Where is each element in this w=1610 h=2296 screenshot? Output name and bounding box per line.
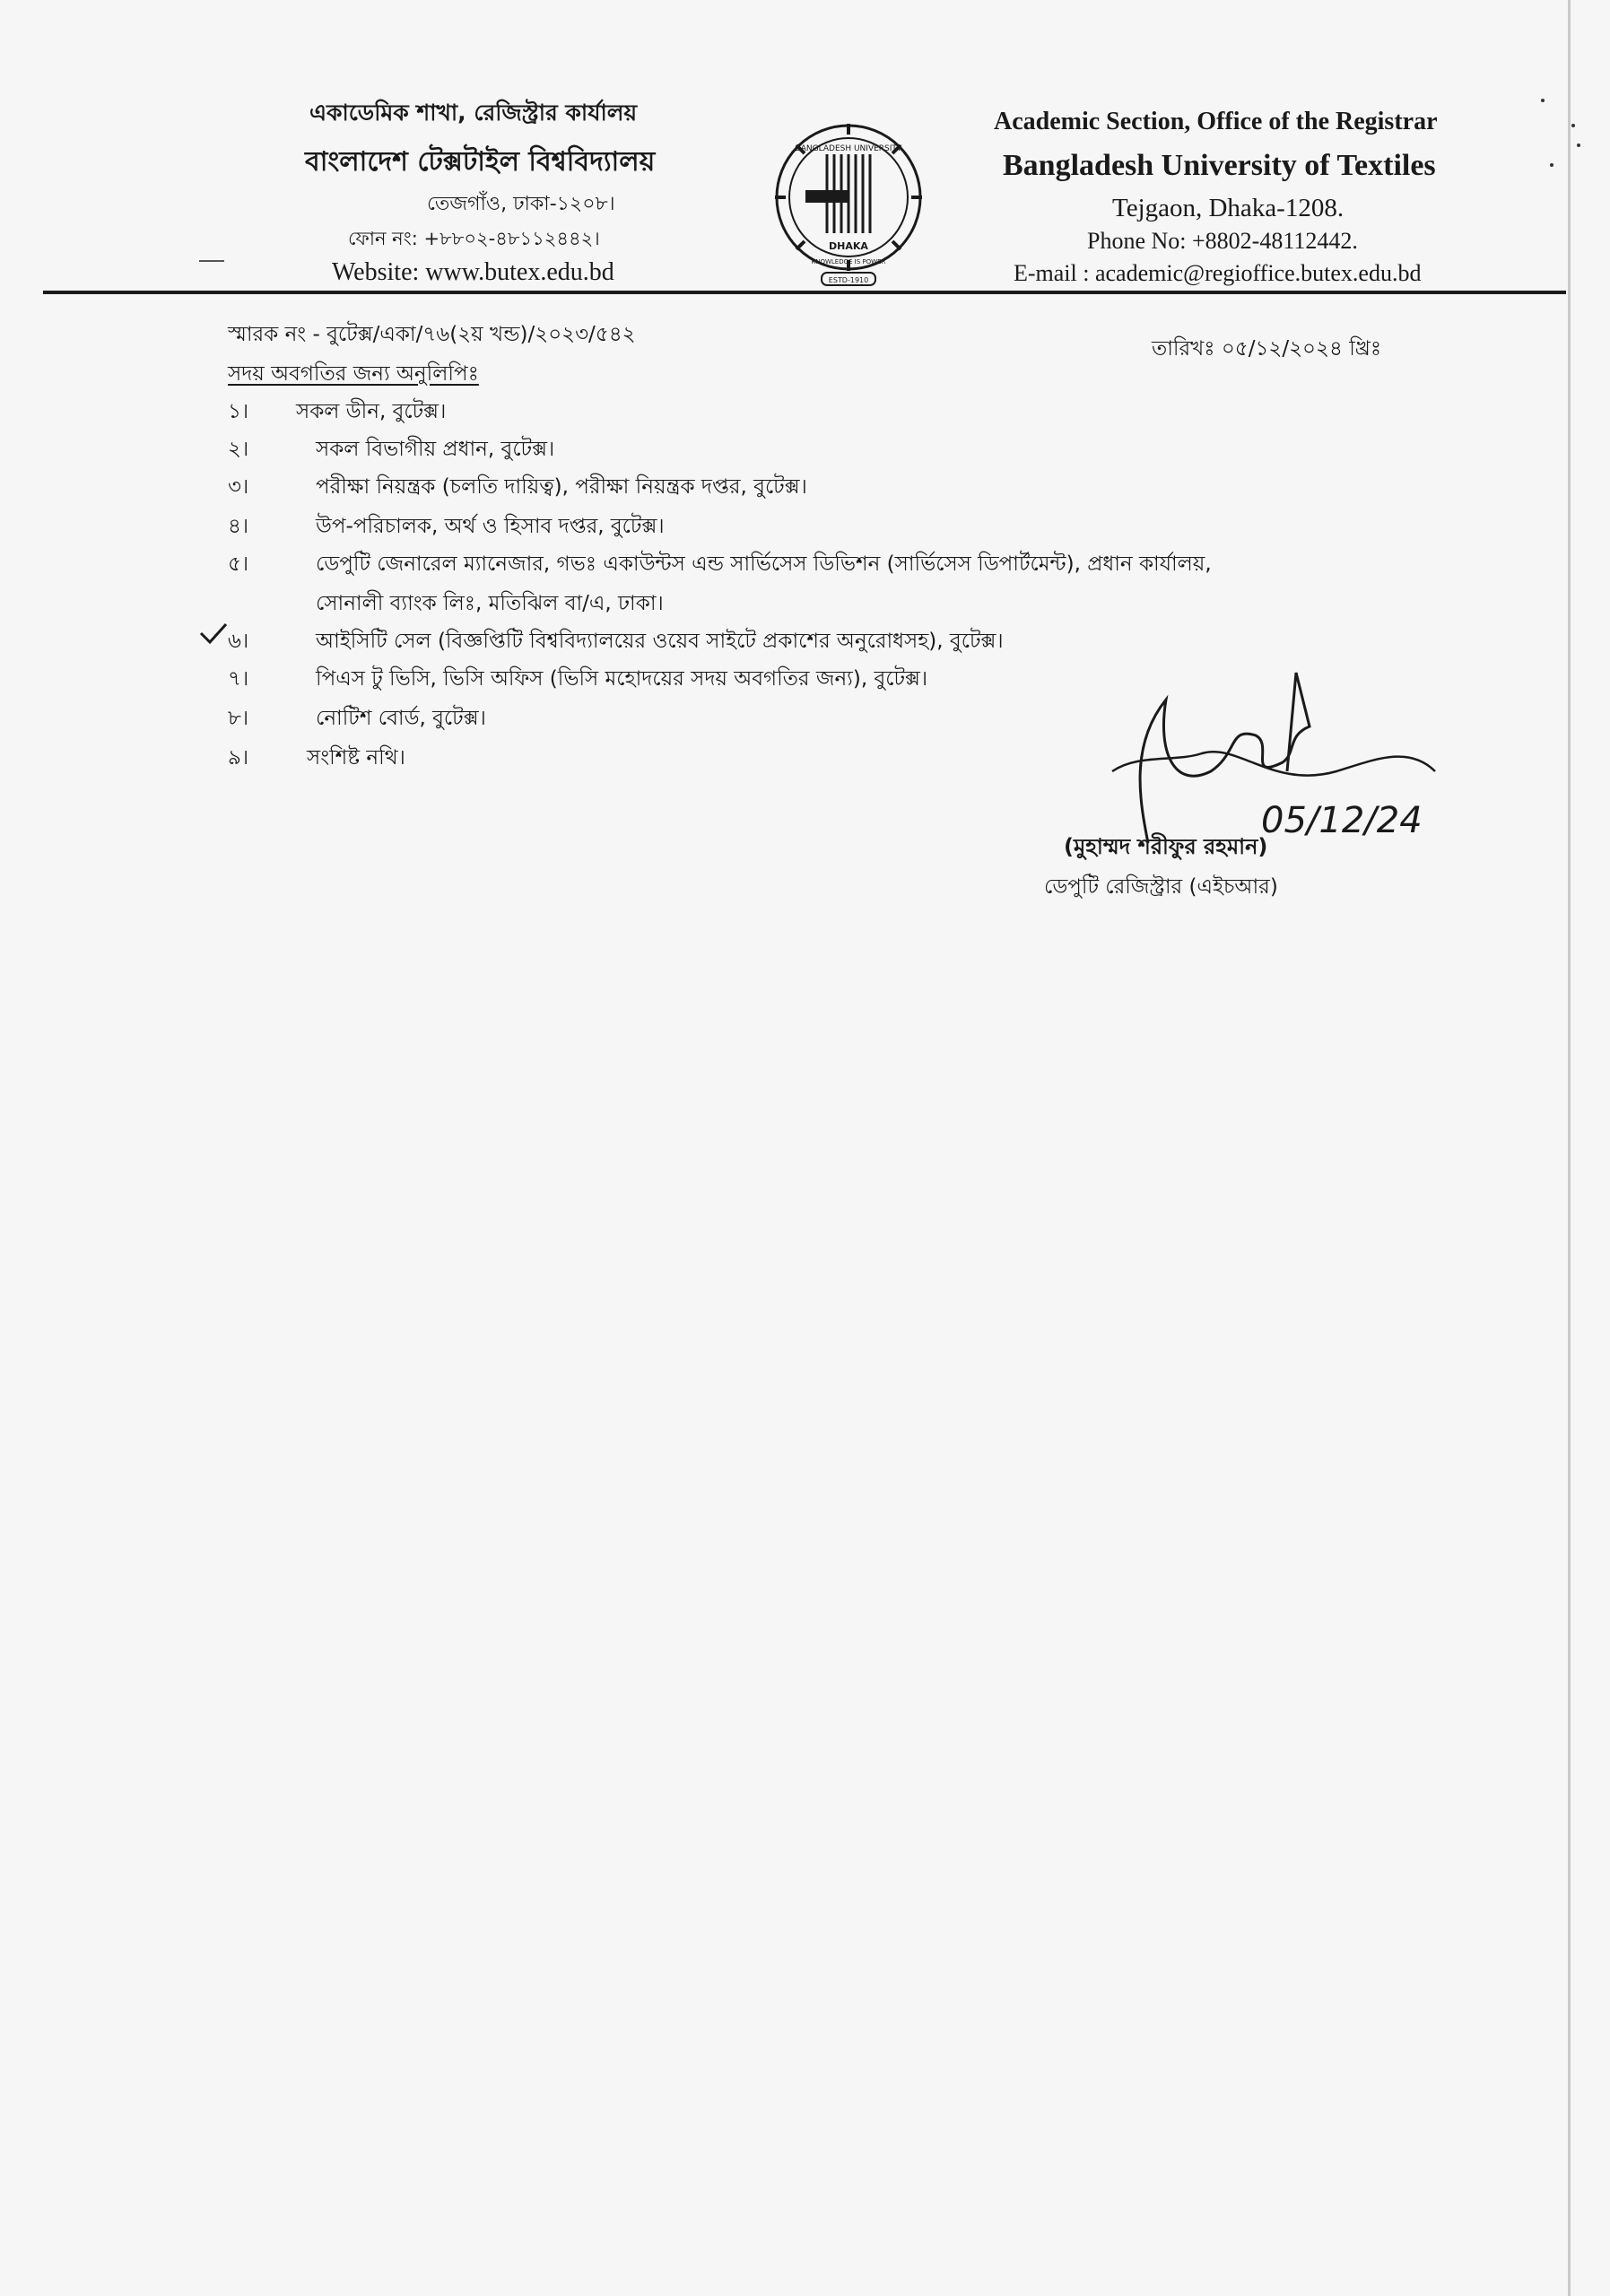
logo-city: DHAKA [829,240,868,252]
page-edge [1568,0,1571,2296]
university-logo [771,118,926,289]
en-phone: Phone No: +8802-48112442. [1087,228,1358,254]
logo-motto: KNOWLEDGE IS POWER [811,258,886,265]
logo-top-text: BANGLADESH UNIVERSITY [795,144,902,153]
list-item-number: ৪। [228,515,249,538]
bn-phone: ফোন নং: +৮৮০২-৪৮১১২৪৪২। [348,228,600,249]
list-item-text: নোটিশ বোর্ড, বুটেক্স। [316,707,486,730]
list-item-number: ৩। [228,475,249,499]
list-item-text-continued: সোনালী ব্যাংক লিঃ, মতিঝিল বা/এ, ঢাকা। [316,592,664,615]
list-item-text: উপ-পরিচালক, অর্থ ও হিসাব দপ্তর, বুটেক্স। [316,515,665,538]
list-item-number: ৯। [228,746,249,770]
list-item-number: ৭। [228,667,249,691]
list-item-text: পরীক্ষা নিয়ন্ত্রক (চলতি দায়িত্ব), পরীক্ষা নিয়ন্ত্রক দপ্তর, বুটেক্স। [316,475,807,499]
en-university-name: Bangladesh University of Textiles [1003,149,1436,182]
list-item-number: ১। [228,400,249,423]
memo-number: স্মারক নং - বুটেক্স/একা/৭৬(২য় খন্ড)/২০২৩/৫৪২ [228,323,636,346]
list-item-text: সকল বিভাগীয় প্রধান, বুটেক্স। [316,438,555,461]
scan-mark [199,260,224,262]
list-item-number: ৫। [228,552,249,576]
scan-specks [1525,72,1588,170]
bn-university-name: বাংলাদেশ টেক্সটাইল বিশ্ববিদ্যালয় [305,146,656,178]
signature-date: 05/12/24 [1261,800,1423,841]
list-item-number: ৮। [228,707,249,730]
en-section-title: Academic Section, Office of the Registrar [994,108,1438,135]
en-address: Tejgaon, Dhaka-1208. [1112,194,1345,222]
signatory-title: ডেপুটি রেজিস্ট্রার (এইচআর) [1044,875,1278,899]
website-line: Website: www.butex.edu.bd [332,258,614,286]
list-item-number: ৬। [228,630,249,653]
list-item-text: আইসিটি সেল (বিজ্ঞপ্তিটি বিশ্ববিদ্যালয়ের ওয়েব সাইটে প্রকাশের অনুরোধসহ), বুটেক্স। [316,630,1004,653]
list-item-text: সংশিষ্ট নথি। [307,746,405,770]
en-email: E-mail : academic@regioffice.butex.edu.bd [1014,260,1422,286]
signatory-name: (মুহাম্মদ শরীফুর রহমান) [1064,834,1268,859]
list-item-number: ২। [228,438,249,461]
list-item-text: ডেপুটি জেনারেল ম্যানেজার, গভঃ একাউন্টস এন্ড সার্ভিসেস ডিভিশন (সার্ভিসেস ডিপার্টমেন্ট), প্রধান কার্যালয়, [316,552,1212,576]
header-divider [43,291,1566,294]
memo-date: তারিখঃ ০৫/১২/২০২৪ খ্রিঃ [1152,337,1382,361]
list-item-text: সকল ডীন, বুটেক্স। [296,400,447,423]
cc-heading: সদয় অবগতির জন্য অনুলিপিঃ [228,362,479,386]
logo-estd: ESTD-1910 [828,276,869,284]
list-item-text: পিএস টু ভিসি, ভিসি অফিস (ভিসি মহোদয়ের সদয় অবগতির জন্য), বুটেক্স। [316,667,928,691]
bn-section-title: একাডেমিক শাখা, রেজিস্ট্রার কার্যালয় [309,100,638,126]
bn-address: তেজগাঁও, ঢাকা-১২০৮। [427,193,615,215]
